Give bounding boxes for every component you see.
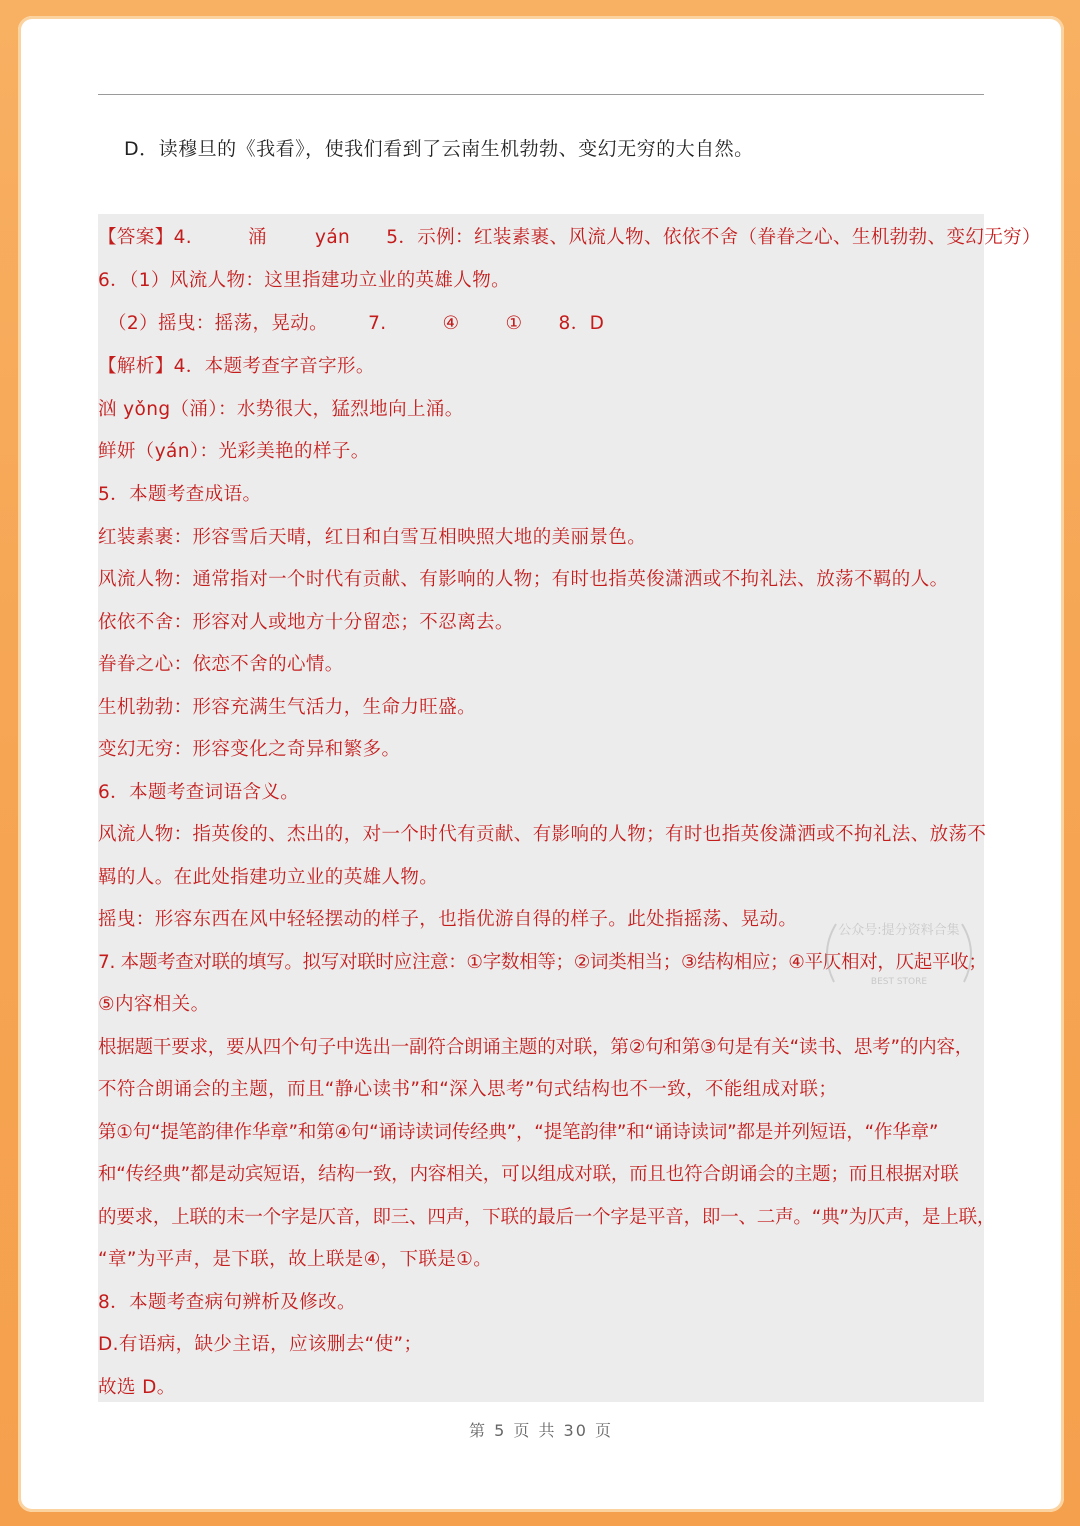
- question-option-d: D．读穆旦的《我看》，使我们看到了云南生机勃勃、变幻无穷的大自然。: [124, 138, 754, 160]
- page-number-footer: 第 5 页 共 30 页: [469, 1421, 613, 1440]
- analysis-line: 变幻无穷：形容变化之奇异和繁多。: [98, 739, 401, 760]
- svg-text:BEST STORE: BEST STORE: [870, 977, 928, 987]
- answer-char: 涌: [248, 227, 267, 248]
- analysis-line: 7. 本题考查对联的填写。拟写对联时应注意：①字数相等；②词类相当；③结构相应；④平仄相对，仄起平收；: [98, 952, 987, 973]
- svg-text:公众号:提分资料合集: 公众号:提分资料合集: [838, 923, 960, 938]
- answer-line-3: （2）摇曳：摇荡，晃动。 7. ④ ① 8．D: [108, 313, 605, 334]
- analysis-line: 第①句“提笔韵律作华章”和第④句“诵诗读词传经典”，“提笔韵律”和“诵诗读词”都是并列短语，“作华章”: [98, 1122, 939, 1143]
- analysis-line: 5．本题考查成语。: [98, 484, 262, 505]
- answer-line-2: 6．（1）风流人物：这里指建功立业的英雄人物。: [98, 270, 510, 291]
- analysis-line: 红装素裹：形容雪后天晴，红日和白雪互相映照大地的美丽景色。: [98, 527, 647, 548]
- analysis-line: 风流人物：指英俊的、杰出的，对一个时代有贡献、有影响的人物；有时也指英俊潇洒或不拘礼法、放荡不: [98, 824, 987, 845]
- analysis-line: 的要求，上联的末一个字是仄音，即三、四声，下联的最后一个字是平音，即一、二声。“典”为仄声，是上联，: [98, 1207, 996, 1228]
- analysis-line: 和“传经典”都是动宾短语，结构一致，内容相关，可以组成对联，而且也符合朗诵会的主题；而且根据对联: [98, 1164, 959, 1185]
- answer-label-4: 【答案】4.: [98, 227, 193, 248]
- answer-pinyin: yán: [314, 227, 351, 248]
- analysis-heading: 【解析】4．本题考查字音字形。: [98, 356, 375, 377]
- analysis-line: 羁的人。在此处指建功立业的英雄人物。: [98, 867, 439, 888]
- analysis-line: 依依不舍：形容对人或地方十分留恋；不忍离去。: [98, 612, 514, 633]
- analysis-line: 根据题干要求，要从四个句子中选出一副符合朗诵主题的对联，第②句和第③句是有关“读书、思考”的内容，: [98, 1037, 974, 1058]
- analysis-line: 生机勃勃：形容充满生气活力，生命力旺盛。: [98, 697, 477, 718]
- analysis-line: 6．本题考查词语含义。: [98, 782, 300, 803]
- answer-line-1: [98, 226, 1041, 250]
- analysis-line: 鲜妍（yán）：光彩美艳的样子。: [98, 441, 370, 462]
- analysis-line: D.有语病，缺少主语，应该删去“使”；: [98, 1334, 423, 1355]
- analysis-line: 汹 yǒng（涌）：水势很大，猛烈地向上涌。: [98, 399, 464, 420]
- analysis-line: 故选 D。: [98, 1377, 176, 1398]
- analysis-line: “章”为平声，是下联，故上联是④，下联是①。: [98, 1249, 493, 1270]
- analysis-line: 8．本题考查病句辨析及修改。: [98, 1292, 356, 1313]
- analysis-line: 不符合朗诵会的主题，而且“静心读书”和“深入思考”句式结构也不一致，不能组成对联；: [98, 1079, 838, 1100]
- answer-analysis-block: [98, 214, 1041, 1402]
- analysis-line: 眷眷之心：依恋不舍的心情。: [98, 654, 344, 675]
- analysis-line: 风流人物：通常指对一个时代有贡献、有影响的人物；有时也指英俊潇洒或不拘礼法、放荡不羁的人。: [98, 569, 949, 590]
- watermark-seal: [814, 912, 984, 992]
- document-page: [18, 16, 1064, 1512]
- analysis-line: 摇曳：形容东西在风中轻轻摆动的样子，也指优游自得的样子。此处指摇荡、晃动。: [98, 909, 798, 930]
- analysis-line: ⑤内容相关。: [98, 994, 210, 1015]
- header-divider: [98, 94, 984, 95]
- answer-5: 5．示例：红装素裹、风流人物、依依不舍（眷眷之心、生机勃勃、变幻无穷）: [386, 227, 1041, 248]
